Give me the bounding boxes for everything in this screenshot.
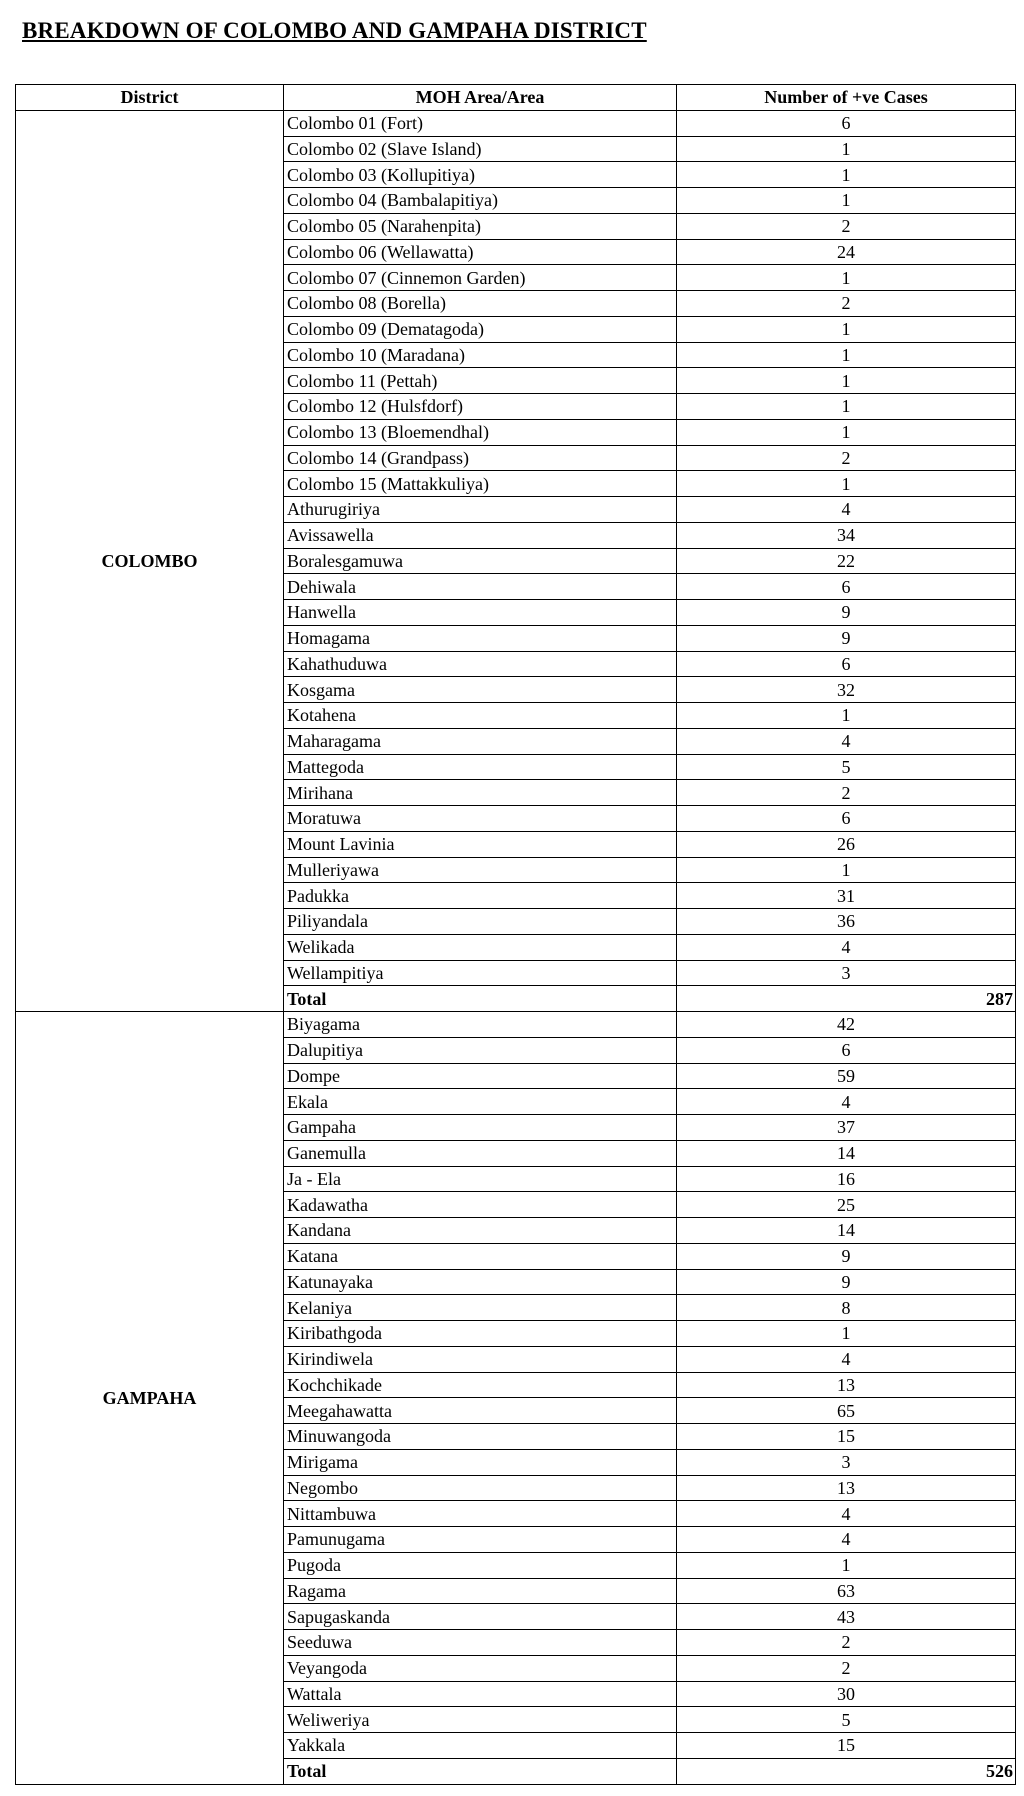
case-count: 1 — [677, 471, 1016, 497]
moh-area-name: Yakkala — [284, 1733, 677, 1759]
case-count: 1 — [677, 703, 1016, 729]
moh-area-name: Colombo 15 (Mattakkuliya) — [284, 471, 677, 497]
case-count: 4 — [677, 934, 1016, 960]
moh-area-name: Avissawella — [284, 522, 677, 548]
case-count: 2 — [677, 213, 1016, 239]
moh-area-name: Kandana — [284, 1218, 677, 1244]
moh-area-name: Colombo 02 (Slave Island) — [284, 136, 677, 162]
total-count: 526 — [677, 1758, 1016, 1784]
case-count: 9 — [677, 1243, 1016, 1269]
moh-area-name: Homagama — [284, 625, 677, 651]
moh-area-name: Katana — [284, 1243, 677, 1269]
case-count: 13 — [677, 1475, 1016, 1501]
moh-area-name: Padukka — [284, 883, 677, 909]
case-count: 4 — [677, 1089, 1016, 1115]
total-label: Total — [284, 1758, 677, 1784]
case-count: 6 — [677, 806, 1016, 832]
moh-area-name: Welikada — [284, 934, 677, 960]
case-count: 1 — [677, 316, 1016, 342]
moh-area-name: Kochchikade — [284, 1372, 677, 1398]
case-count: 26 — [677, 831, 1016, 857]
moh-area-name: Dalupitiya — [284, 1037, 677, 1063]
case-count: 8 — [677, 1295, 1016, 1321]
case-count: 37 — [677, 1115, 1016, 1141]
moh-area-name: Ragama — [284, 1578, 677, 1604]
case-count: 6 — [677, 651, 1016, 677]
moh-area-name: Colombo 07 (Cinnemon Garden) — [284, 265, 677, 291]
case-count: 9 — [677, 625, 1016, 651]
moh-area-name: Hanwella — [284, 600, 677, 626]
table-header-row — [16, 85, 1016, 111]
moh-area-name: Mirihana — [284, 780, 677, 806]
moh-area-name: Pugoda — [284, 1552, 677, 1578]
moh-area-name: Colombo 13 (Bloemendhal) — [284, 419, 677, 445]
moh-area-name: Kirindiwela — [284, 1346, 677, 1372]
page-title: BREAKDOWN OF COLOMBO AND GAMPAHA DISTRICT — [22, 18, 647, 43]
case-count: 1 — [677, 857, 1016, 883]
moh-area-name: Piliyandala — [284, 909, 677, 935]
cases-table — [15, 84, 1016, 1785]
case-count: 34 — [677, 522, 1016, 548]
header-positive-cases: Number of +ve Cases — [677, 85, 1016, 111]
moh-area-name: Maharagama — [284, 728, 677, 754]
moh-area-name: Kahathuduwa — [284, 651, 677, 677]
case-count: 6 — [677, 574, 1016, 600]
moh-area-name: Biyagama — [284, 1012, 677, 1038]
case-count: 1 — [677, 368, 1016, 394]
moh-area-name: Moratuwa — [284, 806, 677, 832]
moh-area-name: Athurugiriya — [284, 497, 677, 523]
case-count: 1 — [677, 1552, 1016, 1578]
case-count: 43 — [677, 1604, 1016, 1630]
case-count: 2 — [677, 1655, 1016, 1681]
case-count: 2 — [677, 291, 1016, 317]
moh-area-name: Kelaniya — [284, 1295, 677, 1321]
moh-area-name: Minuwangoda — [284, 1424, 677, 1450]
case-count: 6 — [677, 110, 1016, 136]
case-count: 31 — [677, 883, 1016, 909]
case-count: 4 — [677, 728, 1016, 754]
moh-area-name: Colombo 01 (Fort) — [284, 110, 677, 136]
case-count: 24 — [677, 239, 1016, 265]
header-district: District — [16, 85, 284, 111]
case-count: 13 — [677, 1372, 1016, 1398]
case-count: 59 — [677, 1063, 1016, 1089]
moh-area-name: Colombo 11 (Pettah) — [284, 368, 677, 394]
moh-area-name: Colombo 04 (Bambalapitiya) — [284, 188, 677, 214]
case-count: 9 — [677, 1269, 1016, 1295]
case-count: 4 — [677, 1527, 1016, 1553]
case-count: 2 — [677, 445, 1016, 471]
case-count: 1 — [677, 1321, 1016, 1347]
case-count: 9 — [677, 600, 1016, 626]
case-count: 22 — [677, 548, 1016, 574]
case-count: 3 — [677, 960, 1016, 986]
case-count: 6 — [677, 1037, 1016, 1063]
moh-area-name: Mount Lavinia — [284, 831, 677, 857]
case-count: 63 — [677, 1578, 1016, 1604]
case-count: 5 — [677, 754, 1016, 780]
case-count: 15 — [677, 1733, 1016, 1759]
moh-area-name: Sapugaskanda — [284, 1604, 677, 1630]
moh-area-name: Dompe — [284, 1063, 677, 1089]
case-count: 25 — [677, 1192, 1016, 1218]
case-count: 14 — [677, 1140, 1016, 1166]
district-name: GAMPAHA — [16, 1012, 284, 1785]
moh-area-name: Dehiwala — [284, 574, 677, 600]
case-count: 16 — [677, 1166, 1016, 1192]
total-label: Total — [284, 986, 677, 1012]
case-count: 65 — [677, 1398, 1016, 1424]
moh-area-name: Weliweriya — [284, 1707, 677, 1733]
case-count: 1 — [677, 162, 1016, 188]
moh-area-name: Kadawatha — [284, 1192, 677, 1218]
case-count: 5 — [677, 1707, 1016, 1733]
table-body — [16, 110, 1016, 1784]
moh-area-name: Colombo 08 (Borella) — [284, 291, 677, 317]
case-count: 1 — [677, 188, 1016, 214]
case-count: 36 — [677, 909, 1016, 935]
case-count: 3 — [677, 1449, 1016, 1475]
case-count: 30 — [677, 1681, 1016, 1707]
moh-area-name: Kiribathgoda — [284, 1321, 677, 1347]
moh-area-name: Seeduwa — [284, 1630, 677, 1656]
moh-area-name: Kosgama — [284, 677, 677, 703]
table-row — [16, 110, 1016, 136]
moh-area-name: Colombo 09 (Dematagoda) — [284, 316, 677, 342]
moh-area-name: Pamunugama — [284, 1527, 677, 1553]
moh-area-name: Ganemulla — [284, 1140, 677, 1166]
moh-area-name: Kotahena — [284, 703, 677, 729]
moh-area-name: Colombo 10 (Maradana) — [284, 342, 677, 368]
moh-area-name: Colombo 05 (Narahenpita) — [284, 213, 677, 239]
moh-area-name: Colombo 14 (Grandpass) — [284, 445, 677, 471]
total-count: 287 — [677, 986, 1016, 1012]
case-count: 4 — [677, 497, 1016, 523]
case-count: 14 — [677, 1218, 1016, 1244]
case-count: 32 — [677, 677, 1016, 703]
case-count: 1 — [677, 394, 1016, 420]
case-count: 1 — [677, 136, 1016, 162]
moh-area-name: Colombo 06 (Wellawatta) — [284, 239, 677, 265]
moh-area-name: Boralesgamuwa — [284, 548, 677, 574]
moh-area-name: Katunayaka — [284, 1269, 677, 1295]
moh-area-name: Wattala — [284, 1681, 677, 1707]
moh-area-name: Negombo — [284, 1475, 677, 1501]
moh-area-name: Colombo 03 (Kollupitiya) — [284, 162, 677, 188]
district-name: COLOMBO — [16, 110, 284, 1011]
case-count: 1 — [677, 342, 1016, 368]
case-count: 1 — [677, 419, 1016, 445]
header-moh-area: MOH Area/Area — [284, 85, 677, 111]
table-row — [16, 1012, 1016, 1038]
moh-area-name: Mirigama — [284, 1449, 677, 1475]
case-count: 1 — [677, 265, 1016, 291]
case-count: 42 — [677, 1012, 1016, 1038]
case-count: 2 — [677, 1630, 1016, 1656]
moh-area-name: Veyangoda — [284, 1655, 677, 1681]
moh-area-name: Gampaha — [284, 1115, 677, 1141]
moh-area-name: Mattegoda — [284, 754, 677, 780]
case-count: 15 — [677, 1424, 1016, 1450]
case-count: 2 — [677, 780, 1016, 806]
moh-area-name: Mulleriyawa — [284, 857, 677, 883]
moh-area-name: Nittambuwa — [284, 1501, 677, 1527]
moh-area-name: Meegahawatta — [284, 1398, 677, 1424]
moh-area-name: Ja - Ela — [284, 1166, 677, 1192]
moh-area-name: Wellampitiya — [284, 960, 677, 986]
moh-area-name: Colombo 12 (Hulsfdorf) — [284, 394, 677, 420]
case-count: 4 — [677, 1346, 1016, 1372]
moh-area-name: Ekala — [284, 1089, 677, 1115]
case-count: 4 — [677, 1501, 1016, 1527]
